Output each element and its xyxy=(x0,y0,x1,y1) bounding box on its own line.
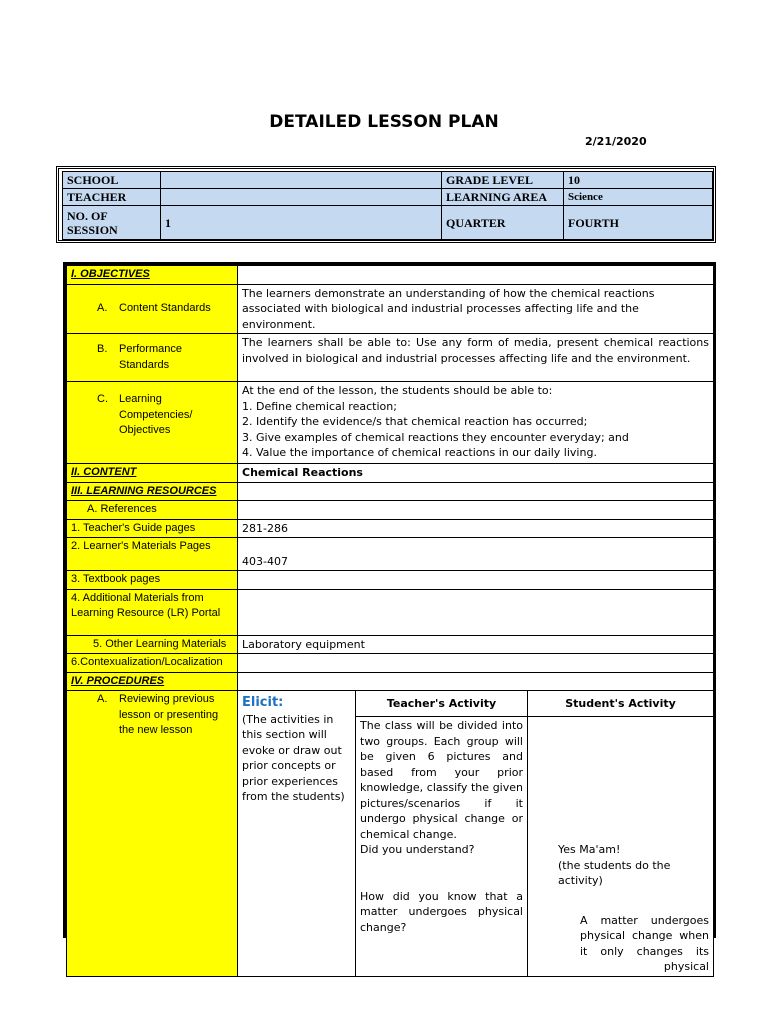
procedures-heading: IV. PROCEDURES xyxy=(67,672,238,691)
contextualization-label: 6.Contexualization/Localization xyxy=(67,654,238,673)
elicit-cell xyxy=(238,691,356,977)
teacher-instruction: The class will be divided into two groups. Each group will be given 6 pictures and based from your prior knowledge, classify the given pictures/scenarios if it undergo physical change or chemical change. xyxy=(360,719,523,841)
performance-standards-label xyxy=(67,334,238,382)
references-value xyxy=(238,501,714,520)
other-materials-label: 5. Other Learning Materials xyxy=(67,635,238,654)
learning-area-label: LEARNING AREA xyxy=(442,189,564,206)
performance-standards-letter: B. xyxy=(97,343,108,355)
content-value: Chemical Reactions xyxy=(238,464,714,483)
header-table xyxy=(56,166,716,243)
lesson-plan-table xyxy=(63,262,716,973)
teachers-guide-value: 281-286 xyxy=(238,519,714,538)
quarter-label: QUARTER xyxy=(442,206,564,240)
teacher-question: How did you know that a matter undergoes physical change? xyxy=(360,889,523,934)
content-standards-label xyxy=(67,284,238,334)
content-standards-value: The learners demonstrate an understanding of how the chemical reactions associated with biological and industrial processes affecting life and the environment. xyxy=(238,284,714,334)
reviewing-label xyxy=(67,691,238,977)
resources-heading-value xyxy=(238,482,714,501)
student-response: Yes Ma'am! xyxy=(558,843,621,856)
performance-standards-text: Performance Standards xyxy=(119,343,182,371)
competency-item: 1. Define chemical reaction; xyxy=(242,399,397,413)
elicit-title: Elicit: xyxy=(242,695,284,710)
quarter-value: FOURTH xyxy=(564,206,713,240)
teacher-label: TEACHER xyxy=(63,189,161,206)
other-materials-value: Laboratory equipment xyxy=(238,635,714,654)
teacher-activity-header: Teacher's Activity xyxy=(356,691,528,717)
session-label: NO. OF SESSION xyxy=(63,206,161,240)
student-response: (the students do the activity) xyxy=(558,858,671,887)
lesson-date: 2/21/2020 xyxy=(585,135,647,148)
competencies-text: Learning Competencies/ Objectives xyxy=(119,393,193,436)
learning-area-value: Science xyxy=(564,189,713,206)
teacher-value xyxy=(161,189,442,206)
elicit-text: (The activities in this section will evoke or draw out prior concepts or prior experiences from the students) xyxy=(242,712,345,803)
teachers-guide-label: 1. Teacher's Guide pages xyxy=(67,519,238,538)
competency-item: 4. Value the importance of chemical reactions in our daily living. xyxy=(242,446,597,459)
resources-heading: III. LEARNING RESOURCES xyxy=(67,482,238,501)
competency-item: 2. Identify the evidence/s that chemical reaction has occurred; xyxy=(242,415,588,428)
reviewing-text: Reviewing previous lesson or presenting the new lesson xyxy=(119,693,219,736)
additional-materials-value xyxy=(238,589,714,635)
competencies-value xyxy=(238,382,714,464)
competencies-label xyxy=(67,382,238,464)
objectives-heading-value xyxy=(238,266,714,285)
learners-materials-label: 2. Learner's Materials Pages xyxy=(67,538,238,571)
textbook-label: 3. Textbook pages xyxy=(67,571,238,590)
performance-standards-value: The learners shall be able to: Use any form of media, present chemical reactions involved in biological and industrial processes affecting life and the environment. xyxy=(238,334,714,382)
content-standards-letter: A. xyxy=(97,302,108,314)
school-label: SCHOOL xyxy=(63,172,161,189)
textbook-value xyxy=(238,571,714,590)
competencies-letter: C. xyxy=(97,393,108,405)
competency-item: 3. Give examples of chemical reactions they encounter everyday; and xyxy=(242,430,629,444)
learners-materials-value: 403-407 xyxy=(238,538,714,571)
contextualization-value xyxy=(238,654,714,673)
student-activity-header: Student's Activity xyxy=(528,691,714,717)
grade-level-label: GRADE LEVEL xyxy=(442,172,564,189)
grade-level-value: 10 xyxy=(564,172,713,189)
reviewing-letter: A. xyxy=(97,693,108,705)
session-value: 1 xyxy=(161,206,442,240)
additional-materials-label: 4. Additional Materials from Learning Resource (LR) Portal xyxy=(67,589,238,635)
competencies-intro: At the end of the lesson, the students should be able to: xyxy=(242,384,553,397)
student-activity-cell xyxy=(528,717,714,977)
procedures-heading-value xyxy=(238,672,714,691)
school-value xyxy=(161,172,442,189)
references-label: A. References xyxy=(67,501,238,520)
teacher-question: Did you understand? xyxy=(360,843,475,856)
objectives-heading: I. OBJECTIVES xyxy=(67,266,238,285)
student-response: A matter undergoes physical change when it only changes its physical xyxy=(580,913,709,973)
content-standards-text: Content Standards xyxy=(119,302,211,314)
page-title: DETAILED LESSON PLAN xyxy=(269,112,499,132)
content-heading: II. CONTENT xyxy=(67,464,238,483)
teacher-activity-cell xyxy=(356,717,528,977)
